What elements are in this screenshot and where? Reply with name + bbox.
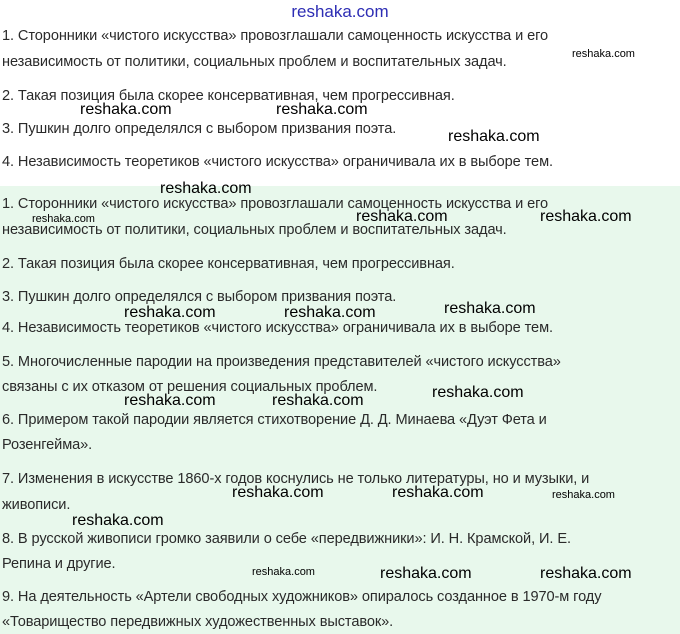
watermark: reshaka.com	[272, 392, 364, 409]
watermark: reshaka.com	[380, 565, 472, 582]
answer-line-4: 3. Пушкин долго определялся с выбором призвания поэта.	[2, 289, 397, 305]
watermark: reshaka.com	[124, 392, 216, 409]
watermark: reshaka.com	[540, 208, 632, 225]
answer-line-6: 5. Многочисленные пародии на произведения представителей «чистого искусства»	[2, 354, 561, 370]
answer-line-14: 9. На деятельность «Артели свободных художников» опиралось созданное в 1970-м году	[2, 589, 602, 605]
answer-line-12: 8. В русской живописи громко заявили о себе «передвижники»: И. Н. Крамской, И. Е.	[2, 531, 571, 547]
watermark: reshaka.com	[540, 565, 632, 582]
answer-line-10: 7. Изменения в искусстве 1860-х годов коснулись не только литературы, но и музыки, и	[2, 471, 590, 487]
watermark: reshaka.com	[284, 304, 376, 321]
watermark: reshaka.com	[80, 101, 172, 118]
watermark: reshaka.com	[72, 512, 164, 529]
watermark: reshaka.com	[124, 304, 216, 321]
answer-line-3: 2. Такая позиция была скорее консервативная, чем прогрессивная.	[2, 256, 455, 272]
watermark: reshaka.com	[276, 101, 368, 118]
watermark: reshaka.com	[448, 128, 540, 145]
top-line-4: 3. Пушкин долго определялся с выбором призвания поэта.	[2, 121, 397, 137]
watermark: reshaka.com	[356, 208, 448, 225]
answer-line-8: 6. Примером такой пародии является стихотворение Д. Д. Минаева «Дуэт Фета и	[2, 412, 547, 428]
top-line-3: 2. Такая позиция была скорее консервативная, чем прогрессивная.	[2, 88, 455, 104]
watermark: reshaka.com	[160, 180, 252, 197]
answer-line-7: связаны с их отказом от решения социальных проблем.	[2, 379, 378, 395]
watermark: reshaka.com	[32, 213, 95, 225]
answer-line-13: Репина и другие.	[2, 556, 116, 572]
answer-line-1: 1. Сторонники «чистого искусства» провозглашали самоценность искусства и его	[2, 196, 549, 212]
watermark: reshaka.com	[444, 300, 536, 317]
site-title[interactable]: reshaka.com	[291, 2, 389, 21]
answer-line-2: независимость от политики, социальных проблем и воспитательных задач.	[2, 222, 507, 238]
top-line-2: независимость от политики, социальных проблем и воспитательных задач.	[2, 54, 507, 70]
watermark: reshaka.com	[432, 384, 524, 401]
answer-line-9: Розенгейма».	[2, 437, 93, 453]
top-line-5: 4. Независимость теоретиков «чистого искусства» ограничивала их в выборе тем.	[2, 154, 553, 170]
watermark: reshaka.com	[392, 484, 484, 501]
top-line-1: 1. Сторонники «чистого искусства» провозглашали самоценность искусства и его	[2, 28, 549, 44]
watermark: reshaka.com	[552, 489, 615, 501]
watermark: reshaka.com	[572, 48, 635, 60]
watermark: reshaka.com	[252, 566, 315, 578]
watermark: reshaka.com	[232, 484, 324, 501]
answer-line-5: 4. Независимость теоретиков «чистого искусства» ограничивала их в выборе тем.	[2, 320, 553, 336]
answer-line-11: живописи.	[2, 497, 71, 513]
answer-line-15: «Товарищество передвижных художественных выставок».	[2, 614, 394, 630]
